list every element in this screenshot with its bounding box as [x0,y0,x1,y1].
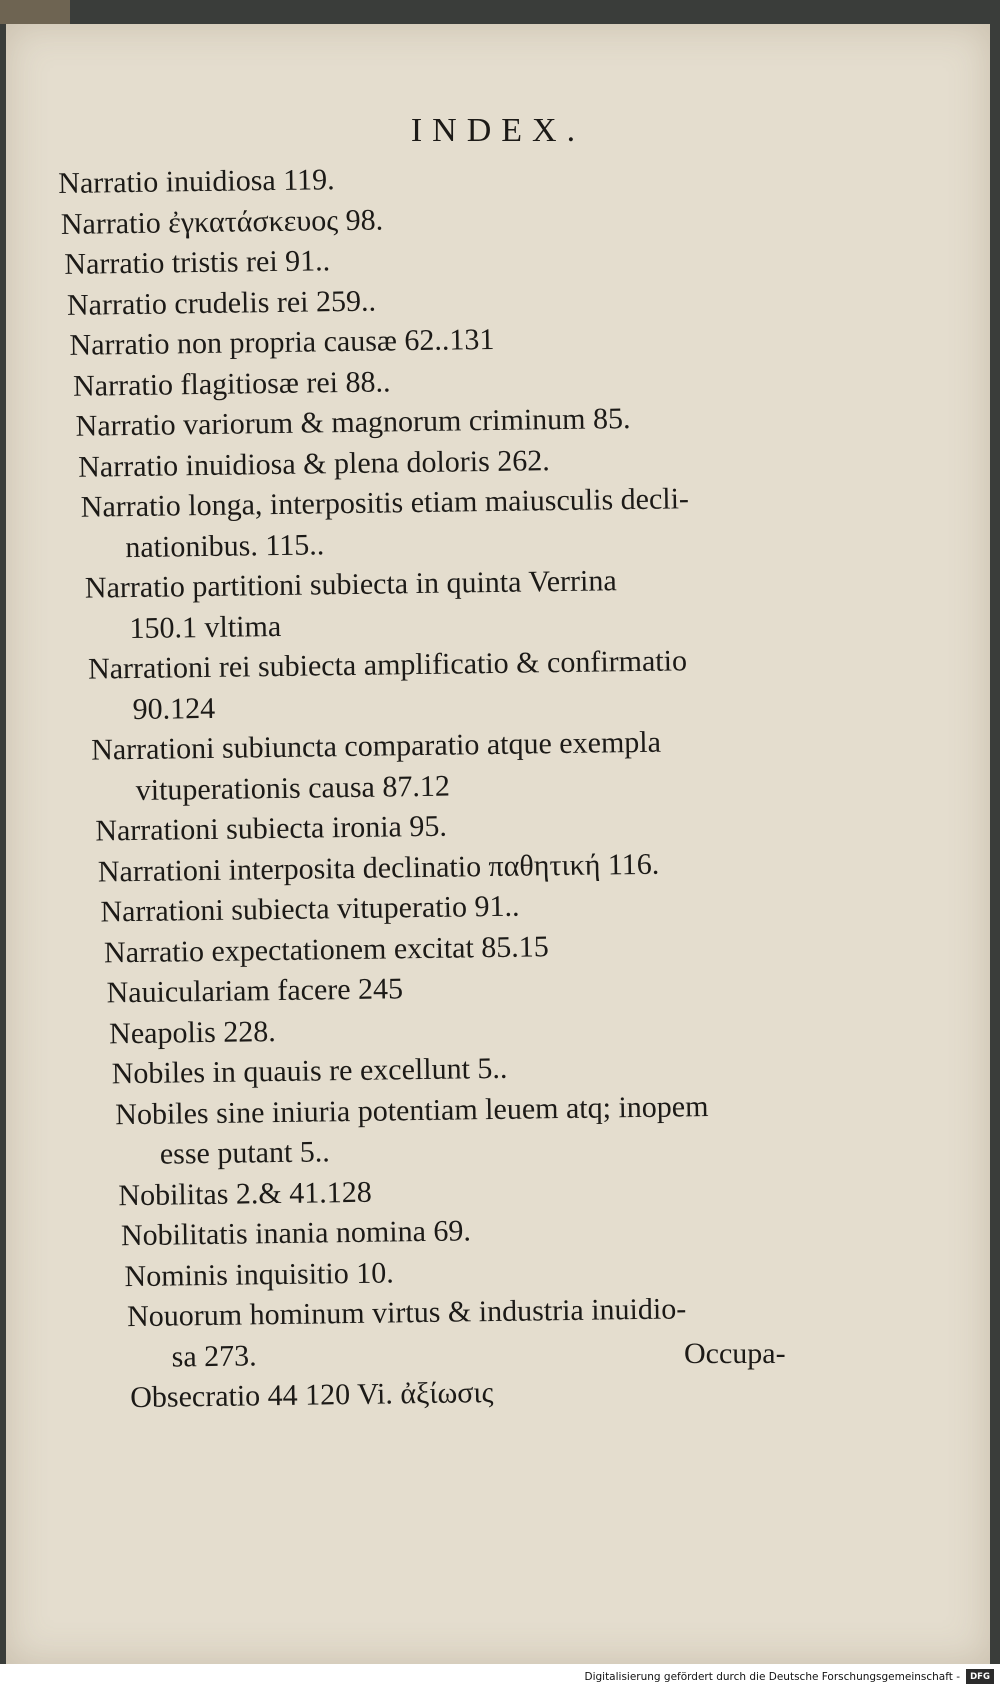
index-entry-text: Narratio expectationem excitat 85.15 [103,929,550,969]
index-entry-text: Narrationi rei subiecta amplificatio & confirmatio [87,644,688,686]
index-entry-text: Narrationi interposita declinatio παθητική 116. [97,847,660,889]
index-entry-text: Narratio crudelis rei 259.. [66,284,377,322]
book-cover-corner [0,0,70,24]
dfg-logo-icon: DFG [966,1669,994,1684]
index-entry [91,719,947,812]
index-entry [115,1083,952,1176]
index-entry-text: Nauiculariam facere 245 [106,972,404,1010]
index-entry-text: Narratio partitioni subiecta in quinta Verrina [84,564,617,605]
index-entry-text: Nouorum hominum virtus & industria inuidio- [126,1292,687,1334]
index-entry [85,557,945,650]
digitization-footer [0,1664,1000,1691]
index-entry-text: Narratio flagitiosæ rei 88.. [72,364,391,403]
index-entry-text: Obsecratio 44 120 Vi. ἀξίωσις [130,1376,494,1415]
index-entry-text: Narrationi subiuncta comparatio atque exempla [90,725,662,767]
index-entry-text: Nobilitas 2.& 41.128 [118,1175,372,1212]
index-entry-continuation: 90.124 [132,691,216,726]
index-entries [58,152,955,1420]
footer-credit: Digitalisierung gefördert durch die Deutsche Forschungsgemeinschaft - [584,1671,960,1683]
catchword: Occupa- [684,1337,786,1370]
index-entry [88,638,946,731]
index-entry-text: Nominis inquisitio 10. [124,1255,394,1293]
index-entry-continuation: sa 273. [171,1338,257,1374]
index-entry-continuation: vituperationis causa 87.12 [135,769,451,807]
index-entry-text: Nobiles sine iniuria potentiam leuem atq; inopem [115,1089,709,1131]
index-entry-text: Narratio inuidiosa 119. [58,163,335,200]
index-entry-text: Narratio longa, interpositis etiam maiusculis decli- [80,482,690,524]
page-header: INDEX. [410,112,586,149]
index-entry-text: Nobilitatis inania nomina 69. [120,1214,472,1253]
book-page [6,24,990,1664]
index-entry-text: Nobiles in quauis re excellunt 5.. [111,1051,508,1091]
index-entry-text: Narratio ἐγκατάσκευος 98. [60,202,384,241]
index-entry-continuation: nationibus. 115.. [125,527,325,564]
index-entry-text: Narratio tristis rei 91.. [64,244,331,281]
index-entry-text: Neapolis 228. [108,1014,276,1050]
index-entry-text: Narrationi subiecta vituperatio 91.. [100,889,520,929]
index-entry-text: Narratio inuidiosa & plena doloris 262. [77,443,550,484]
index-entry-continuation: 150.1 vltima [129,609,282,645]
index-entry-text: Narratio variorum & magnorum criminum 85. [75,402,631,443]
index-entry [127,1286,955,1379]
index-entry-text: Narratio non propria causæ 62..131 [69,322,495,362]
index-entry-text: Narrationi subiecta ironia 95. [95,809,448,848]
index-entry [81,476,944,569]
index-entry-continuation: esse putant 5.. [159,1135,331,1171]
